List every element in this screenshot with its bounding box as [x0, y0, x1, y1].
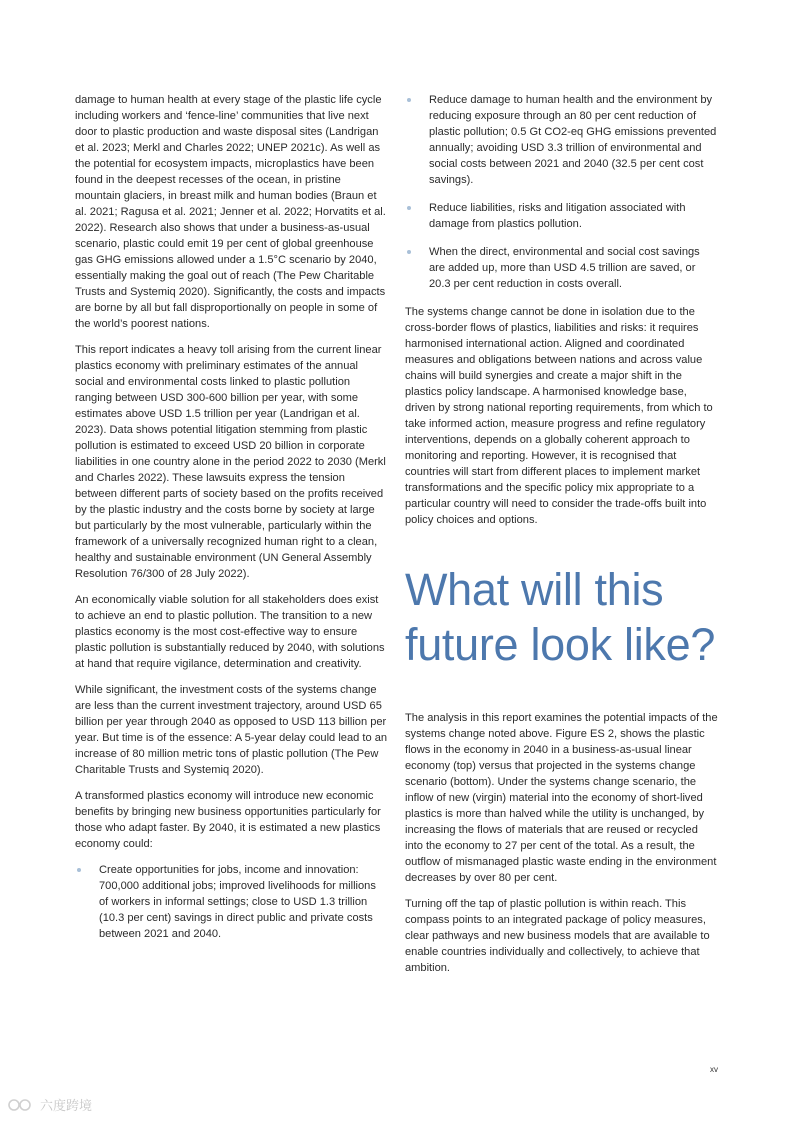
body-paragraph: An economically viable solution for all stakeholders does exist to achieve an end to plastic pollution. The transition to a new plastics economy is the most cost-effective way to ensure plastic pollution is substantially reduced by 2040, with solutions at hand that require vigilance, determination and creativity.: [75, 594, 385, 670]
body-paragraph: The systems change cannot be done in isolation due to the cross-border flows of plastics, liabilities and risks: it requires harmonised international action. Aligned and coordinated measures and obligations between nations and across value chains will build synergies and create a major shift in the plastics policy landscape. A harmonised knowledge base, driven by strong national reporting requirements, from which to take informed action, measure progress and refine regulatory interventions, depends on a globally coherent approach to monitoring and reporting. However, it is recognised that countries will start from different places to implement market transformations and the specific policy mix appropriate to a particular country will need to consider the trade-offs built into policy choices and options.: [405, 306, 713, 526]
bullet-icon: [407, 250, 411, 254]
list-item: [405, 200, 718, 232]
list-item-text: Create opportunities for jobs, income and innovation: 700,000 additional jobs; improved livelihoods for millions of workers in informal settings; close to USD 1.3 trillion (10.3 per cent) savings in direct public and private costs between 2021 and 2040.: [99, 864, 376, 940]
bullet-icon: [77, 868, 81, 872]
list-item-text: When the direct, environmental and social cost savings are added up, more than USD 4.5 trillion are saved, or 20.3 per cent reduction in costs overall.: [429, 246, 700, 290]
body-paragraph: Turning off the tap of plastic pollution is within reach. This compass points to an integrated package of policy measures, clear pathways and new business models that are available to enable countries individually and collectively, to achieve that ambition.: [405, 898, 710, 974]
list-item: [75, 862, 388, 942]
benefits-list: [75, 862, 388, 942]
body-paragraph: The analysis in this report examines the potential impacts of the systems change noted above. Figure ES 2, shows the plastic flows in the economy in 2040 in a business-as-usual linear economy (top) versus that projected in the systems change scenario (bottom). Under the systems change scenario, the inflow of new (virgin) material into the economy of short-lived plastics is more than halved while the utility is unchanged, by increasing the flows of materials that are reused or recycled into the economy to 27 per cent of the total. As a result, the outflow of mismanaged plastic waste ending in the environment decreases by over 80 per cent.: [405, 712, 718, 884]
list-item: [405, 92, 718, 188]
watermark-logo-icon: [8, 1098, 34, 1112]
left-column: [75, 92, 388, 954]
bullet-icon: [407, 98, 411, 102]
page-number: xv: [710, 1065, 718, 1074]
watermark: [8, 1095, 92, 1114]
bullet-icon: [407, 206, 411, 210]
list-item: [405, 244, 718, 292]
body-paragraph: damage to human health at every stage of the plastic life cycle including workers and ‘fence-line’ communities that live next door to plastic production and waste disposal sites (Landrigan et al. 2023; Merkl and Charles 2022; UNEP 2021c). As well as the potential for ecosystem impacts, microplastics have been found in the deepest recesses of the ocean, in pristine mountain glaciers, in breast milk and human bodies (Braun et al. 2021; Ragusa et al. 2021; Jenner et al. 2022; Horvatits et al. 2022). Research also shows that under a business-as-usual scenario, plastic could emit 19 per cent of global greenhouse gas GHG emissions allowed under a 1.5°C scenario by 2040, essentially making the goal out of reach (The Pew Charitable Trusts and Systemiq 2020). Significantly, the costs and impacts are borne by all but fall disproportionally on people in some of the world’s poorest nations.: [75, 94, 386, 330]
right-column: [405, 92, 718, 986]
body-paragraph: While significant, the investment costs of the systems change are less than the current investment trajectory, around USD 65 billion per year through 2040 as opposed to USD 113 billion per year. But time is of the essence: A 5-year delay could lead to an increase of 80 million metric tons of plastic pollution (The Pew Charitable Trusts and Systemiq 2020).: [75, 684, 388, 776]
list-item-text: Reduce damage to human health and the environment by reducing exposure through an 80 per cent reduction of plastic pollution; 0.5 Gt CO2-eq GHG emissions prevented annually; avoiding USD 3.3 trillion of environmental and social costs between 2021 and 2040 (32.5 per cent cost savings).: [429, 94, 717, 186]
body-paragraph: This report indicates a heavy toll arising from the current linear plastics economy with preliminary estimates of the annual social and environmental costs linked to plastic pollution ranging between USD 300-600 billion per year, with some estimates above USD 1.5 trillion per year (Landrigan et al. 2023). Data shows potential litigation stemming from plastic pollution is estimated to exceed USD 20 billion in corporate liabilities in one country alone in the period 2022 to 2030 (Merkl and Charles 2022). These lawsuits express the tension between different parts of society based on the profits received by the plastic industry and the costs borne by society at large but particularly by the most vulnerable, particularly within the framework of a universally recognized human right to a clean, healthy and sustainable environment (UN General Assembly Resolution 76/300 of 28 July 2022).: [75, 344, 386, 580]
benefits-list-continued: [405, 92, 718, 292]
watermark-text: 六度跨境: [40, 1098, 93, 1113]
list-item-text: Reduce liabilities, risks and litigation associated with damage from plastics pollution.: [429, 202, 686, 230]
body-paragraph: A transformed plastics economy will introduce new economic benefits by bringing new business opportunities particularly for those who adapt faster. By 2040, it is estimated a new plastics economy could:: [75, 790, 381, 850]
section-heading: What will this future look like?: [405, 564, 716, 670]
